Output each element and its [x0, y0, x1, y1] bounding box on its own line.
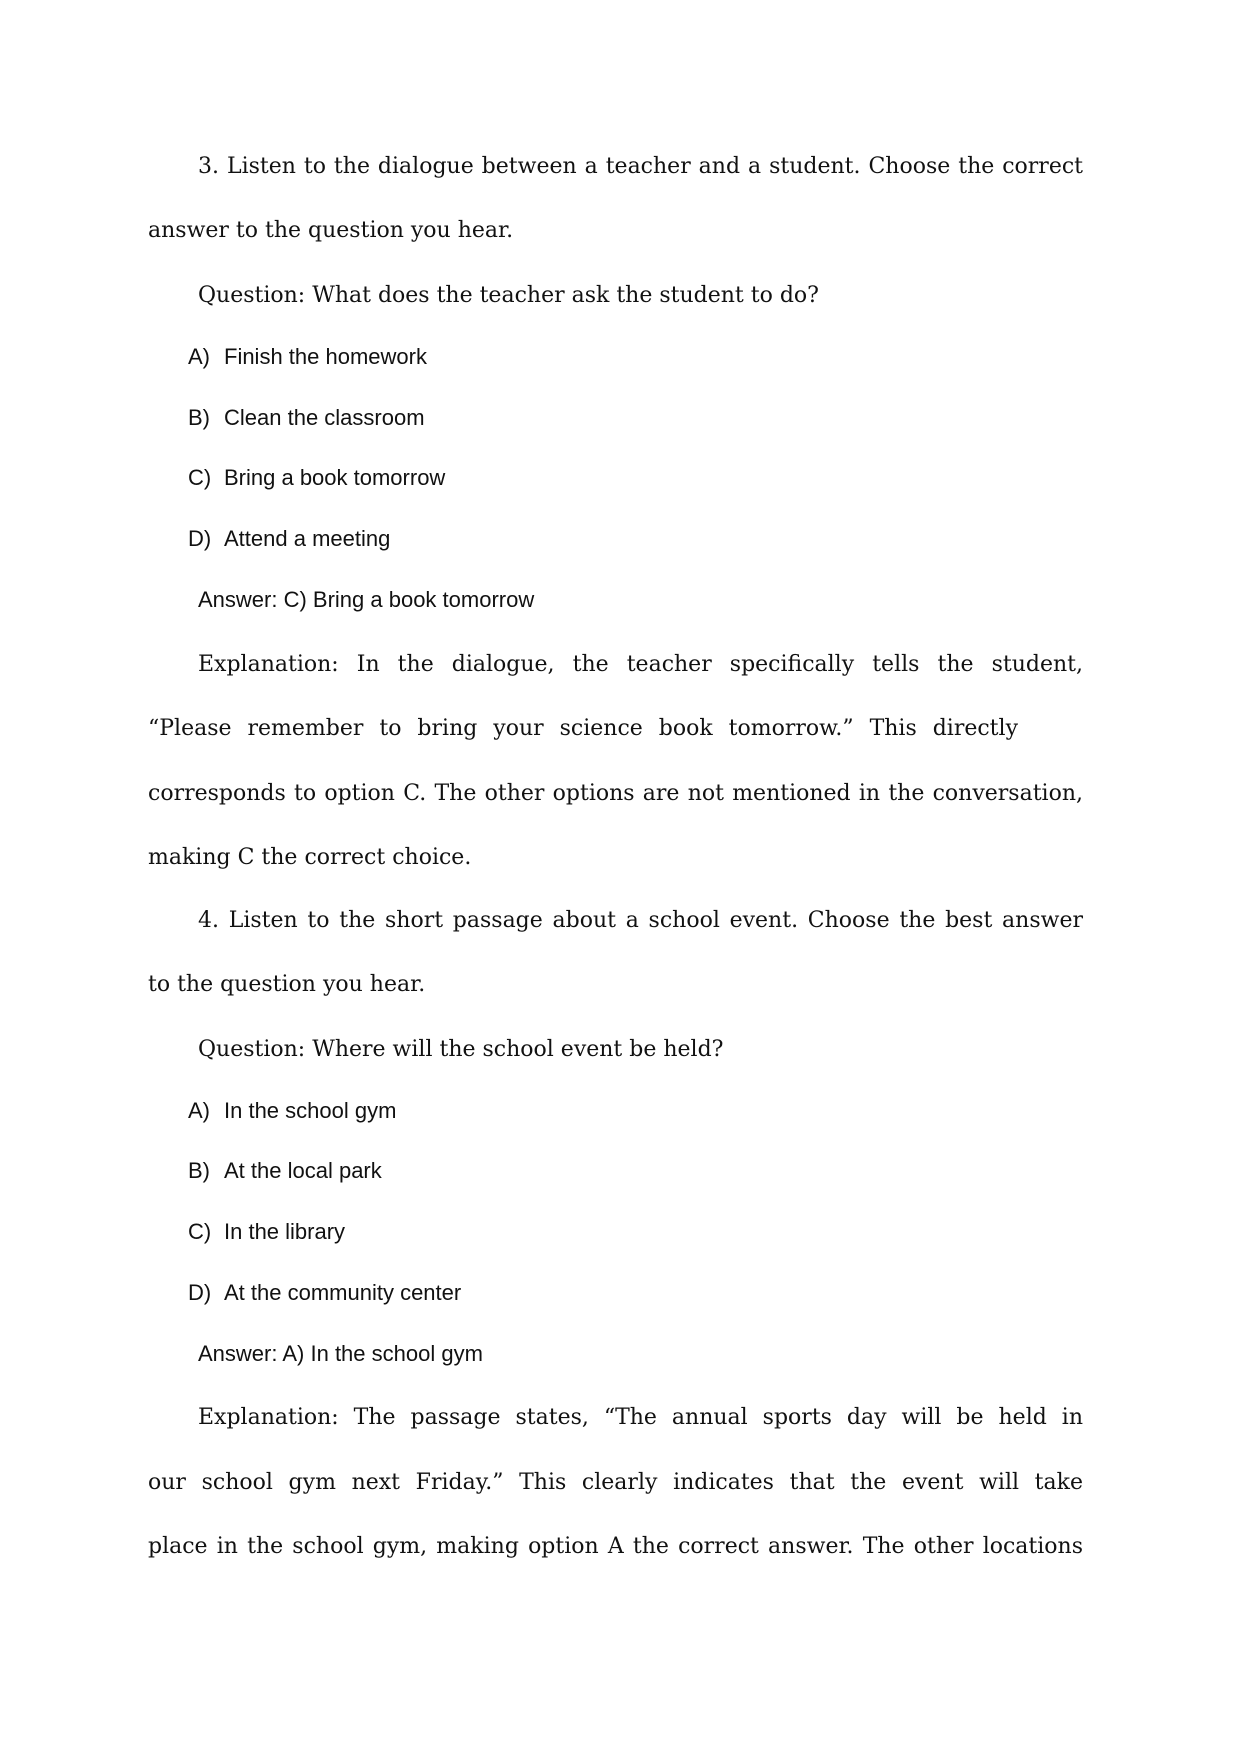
option-letter: A) — [188, 1098, 210, 1123]
option-letter: C) — [188, 465, 212, 490]
option-letter: B) — [188, 405, 210, 430]
option-text: Bring a book tomorrow — [224, 465, 446, 490]
option-letter: A) — [188, 344, 210, 369]
q4-explanation-line-1: Explanation: The passage states, “The annual sports day will be held in — [198, 1405, 1083, 1430]
option-text: In the library — [224, 1219, 346, 1244]
q3-question: Question: What does the teacher ask the student to do? — [198, 283, 819, 308]
q4-intro-line-2: to the question you hear. — [148, 972, 426, 997]
option-text: Attend a meeting — [224, 526, 391, 551]
q4-option-a — [0, 1096, 1241, 1126]
option-letter: C) — [188, 1219, 212, 1244]
q3-option-b — [0, 403, 1241, 433]
q3-option-d — [0, 524, 1241, 554]
q4-option-c — [0, 1217, 1241, 1247]
q3-intro-line-1: 3. Listen to the dialogue between a teacher and a student. Choose the correct — [198, 154, 1083, 179]
q3-explanation-line-3: corresponds to option C. The other options are not mentioned in the conversation, — [148, 781, 1083, 806]
q3-option-c — [0, 463, 1241, 493]
q4-option-d — [0, 1278, 1241, 1308]
q4-option-b — [0, 1156, 1241, 1186]
q4-question: Question: Where will the school event be held? — [198, 1037, 724, 1062]
q3-answer: Answer: C) Bring a book tomorrow — [198, 587, 535, 612]
option-letter: B) — [188, 1158, 210, 1183]
q4-explanation-line-2: our school gym next Friday.” This clearly indicates that the event will take — [148, 1470, 1083, 1495]
q4-intro-line-1: 4. Listen to the short passage about a school event. Choose the best answer — [198, 908, 1083, 933]
q4-answer: Answer: A) In the school gym — [198, 1341, 483, 1366]
option-letter: D) — [188, 526, 212, 551]
q3-explanation-line-4: making C the correct choice. — [148, 845, 472, 870]
option-text: Clean the classroom — [224, 405, 425, 430]
q4-explanation-line-3: place in the school gym, making option A the correct answer. The other locations — [148, 1534, 1083, 1559]
option-letter: D) — [188, 1280, 212, 1305]
option-text: In the school gym — [224, 1098, 397, 1123]
option-text: At the community center — [224, 1280, 462, 1305]
q3-intro-line-2: answer to the question you hear. — [148, 218, 514, 243]
option-text: Finish the homework — [224, 344, 427, 369]
q3-explanation-line-2: “Please remember to bring your science book tomorrow.” This directly — [148, 716, 1018, 741]
option-text: At the local park — [224, 1158, 382, 1183]
q3-option-a — [0, 342, 1241, 372]
q3-explanation-line-1: Explanation: In the dialogue, the teacher specifically tells the student, — [198, 652, 1083, 677]
